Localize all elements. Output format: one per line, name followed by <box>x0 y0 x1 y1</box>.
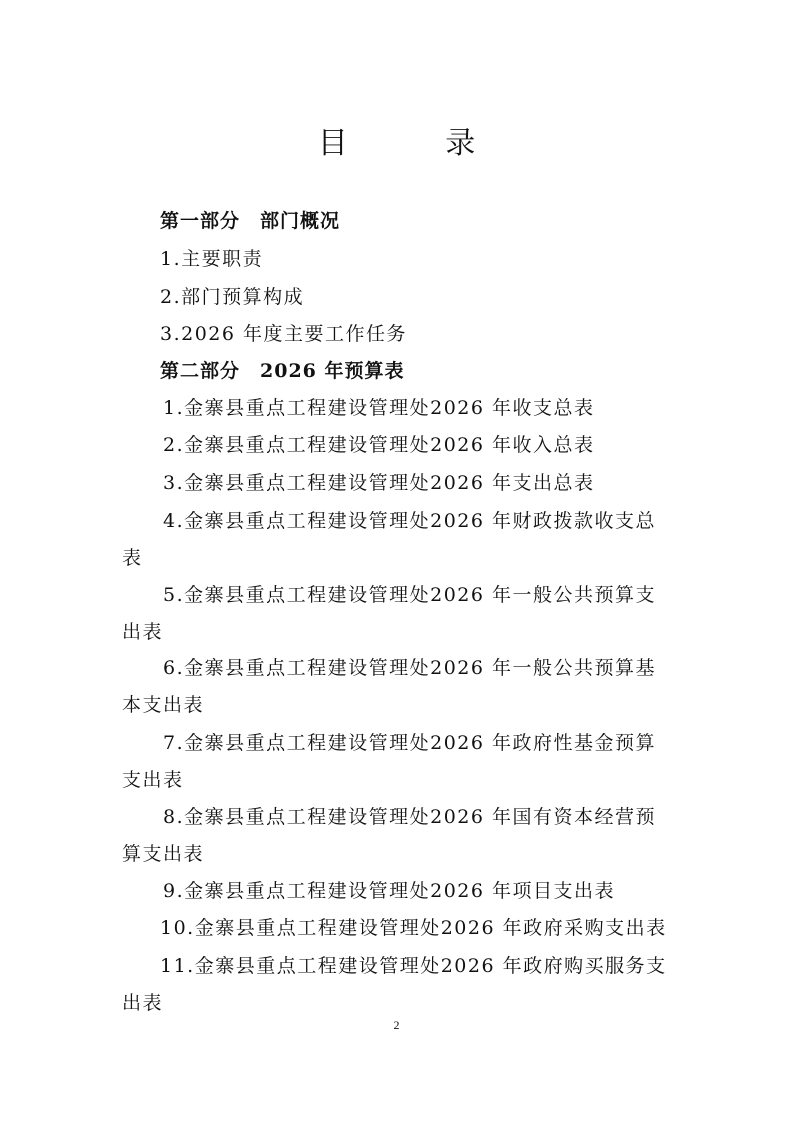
toc-item: 9.金寨县重点工程建设管理处2026 年项目支出表 <box>163 880 616 902</box>
toc-item-continuation: 本支出表 <box>122 694 205 716</box>
toc-item: 10.金寨县重点工程建设管理处2026 年政府采购支出表 <box>160 917 667 939</box>
toc-item: 7.金寨县重点工程建设管理处2026 年政府性基金预算 <box>163 732 657 754</box>
toc-item-continuation: 表 <box>122 547 143 569</box>
toc-item: 8.金寨县重点工程建设管理处2026 年国有资本经营预 <box>163 806 657 828</box>
part2-heading: 第二部分 2026 年预算表 <box>160 360 405 382</box>
part1-heading: 第一部分 部门概况 <box>160 210 341 232</box>
toc-item-continuation: 算支出表 <box>122 843 205 865</box>
toc-item: 1.金寨县重点工程建设管理处2026 年收支总表 <box>163 397 595 419</box>
toc-item: 3.2026 年度主要工作任务 <box>160 323 408 345</box>
toc-item: 3.金寨县重点工程建设管理处2026 年支出总表 <box>163 472 595 494</box>
toc-item: 2.金寨县重点工程建设管理处2026 年收入总表 <box>163 434 595 456</box>
toc-item: 5.金寨县重点工程建设管理处2026 年一般公共预算支 <box>163 584 657 606</box>
toc-item: 4.金寨县重点工程建设管理处2026 年财政拨款收支总 <box>163 510 657 532</box>
toc-item: 6.金寨县重点工程建设管理处2026 年一般公共预算基 <box>163 657 657 679</box>
toc-item: 2.部门预算构成 <box>160 286 305 308</box>
toc-item: 1.主要职责 <box>160 248 264 270</box>
page-title: 目 录 <box>317 126 520 161</box>
toc-item: 11.金寨县重点工程建设管理处2026 年政府购买服务支 <box>160 955 667 977</box>
page-number: 2 <box>393 1018 400 1032</box>
toc-item-continuation: 支出表 <box>122 769 184 791</box>
toc-item-continuation: 出表 <box>122 621 164 643</box>
toc-item-continuation: 出表 <box>122 992 164 1014</box>
